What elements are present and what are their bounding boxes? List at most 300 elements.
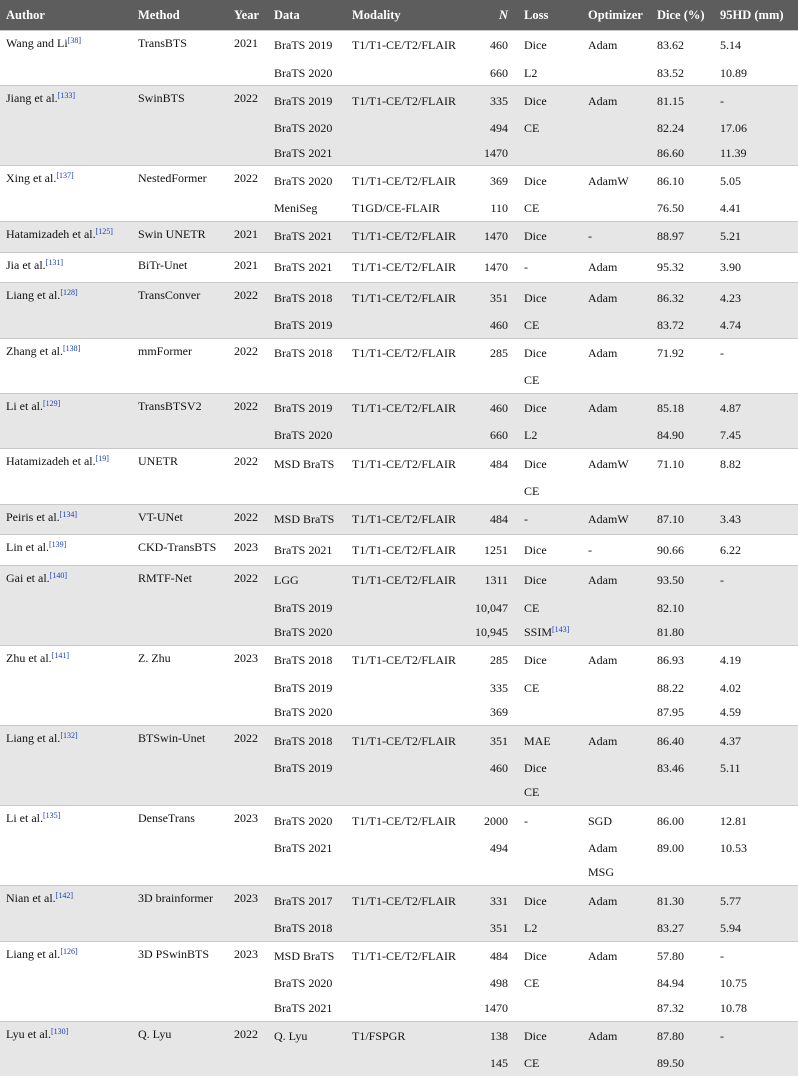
data-cell: BraTS 2017 xyxy=(268,886,346,916)
table-row xyxy=(0,535,798,566)
year-cell: 2022 xyxy=(228,1021,268,1051)
optimizer-cell: Adam xyxy=(582,566,651,596)
loss-cell xyxy=(518,861,582,886)
loss-value: - xyxy=(524,260,528,274)
method-cell: DenseTrans xyxy=(132,806,228,836)
loss-cell xyxy=(518,61,582,86)
loss-value: Dice xyxy=(524,94,547,108)
loss-cell xyxy=(518,504,582,535)
method-cell xyxy=(132,756,228,781)
loss-value: CE xyxy=(524,373,539,387)
author-name: Gai et al. xyxy=(6,571,50,585)
author-cell xyxy=(0,941,132,971)
n-cell: 460 xyxy=(468,313,518,338)
loss-cell xyxy=(518,141,582,166)
hd95-cell: - xyxy=(714,566,798,596)
optimizer-cell: - xyxy=(582,221,651,252)
dice-cell xyxy=(651,781,714,806)
modality-cell: T1/T1-CE/T2/FLAIR xyxy=(346,393,468,423)
loss-value: CE xyxy=(524,121,539,135)
hd95-cell xyxy=(714,1051,798,1076)
table-row xyxy=(0,886,798,916)
data-cell: BraTS 2018 xyxy=(268,338,346,368)
author-cell xyxy=(0,424,132,449)
reference-link[interactable]: [137] xyxy=(56,171,73,180)
hd95-cell: - xyxy=(714,941,798,971)
loss-value: CE xyxy=(524,1056,539,1070)
hd95-cell: 4.19 xyxy=(714,646,798,676)
n-cell: 494 xyxy=(468,116,518,141)
n-cell: 660 xyxy=(468,424,518,449)
reference-link[interactable]: [142] xyxy=(56,891,73,900)
table-row xyxy=(0,781,798,806)
reference-link[interactable]: [133] xyxy=(58,91,75,100)
loss-value: CE xyxy=(524,976,539,990)
table-row xyxy=(0,368,798,393)
optimizer-cell xyxy=(582,479,651,504)
data-cell: BraTS 2021 xyxy=(268,996,346,1021)
method-cell: 3D brainformer xyxy=(132,886,228,916)
optimizer-cell xyxy=(582,620,651,645)
reference-link[interactable]: [38] xyxy=(68,36,81,45)
reference-link[interactable]: [135] xyxy=(43,811,60,820)
author-name: Liang et al. xyxy=(6,288,60,302)
optimizer-cell xyxy=(582,368,651,393)
n-cell xyxy=(468,479,518,504)
author-cell xyxy=(0,313,132,338)
optimizer-cell xyxy=(582,596,651,621)
dice-cell: 86.00 xyxy=(651,806,714,836)
method-cell: Swin UNETR xyxy=(132,221,228,252)
modality-cell xyxy=(346,836,468,861)
table-row xyxy=(0,252,798,283)
author-cell xyxy=(0,449,132,479)
method-cell xyxy=(132,141,228,166)
reference-link[interactable]: [131] xyxy=(46,258,63,267)
n-cell: 10,945 xyxy=(468,620,518,645)
method-cell: TransConver xyxy=(132,283,228,313)
loss-value: L2 xyxy=(524,428,537,442)
dice-cell: 93.50 xyxy=(651,566,714,596)
author-cell xyxy=(0,283,132,313)
loss-value: Dice xyxy=(524,761,547,775)
hd95-cell: 4.87 xyxy=(714,393,798,423)
data-cell: BraTS 2019 xyxy=(268,676,346,701)
modality-cell: T1/T1-CE/T2/FLAIR xyxy=(346,31,468,61)
dice-cell: 89.50 xyxy=(651,1051,714,1076)
data-cell: BraTS 2021 xyxy=(268,836,346,861)
data-cell: MeniSeg xyxy=(268,196,346,221)
reference-link[interactable]: [19] xyxy=(96,454,109,463)
n-cell: 1470 xyxy=(468,996,518,1021)
n-cell xyxy=(468,861,518,886)
data-cell: Q. Lyu xyxy=(268,1021,346,1051)
optimizer-cell: Adam xyxy=(582,338,651,368)
modality-cell: T1/T1-CE/T2/FLAIR xyxy=(346,338,468,368)
col-header-modality: Modality xyxy=(346,0,468,31)
loss-cell xyxy=(518,620,582,645)
table-row xyxy=(0,836,798,861)
year-cell: 2023 xyxy=(228,646,268,676)
loss-value: CE xyxy=(524,484,539,498)
n-cell: 1470 xyxy=(468,141,518,166)
n-cell: 460 xyxy=(468,393,518,423)
n-cell: 10,047 xyxy=(468,596,518,621)
dice-cell: 87.32 xyxy=(651,996,714,1021)
loss-cell xyxy=(518,941,582,971)
modality-cell xyxy=(346,971,468,996)
data-cell: BraTS 2019 xyxy=(268,596,346,621)
n-cell: 145 xyxy=(468,1051,518,1076)
loss-cell xyxy=(518,116,582,141)
method-cell: 3D PSwinBTS xyxy=(132,941,228,971)
method-cell: TransBTS xyxy=(132,31,228,61)
author-cell xyxy=(0,886,132,916)
hd95-cell: 4.37 xyxy=(714,726,798,756)
n-cell: 335 xyxy=(468,86,518,116)
modality-cell xyxy=(346,116,468,141)
author-cell xyxy=(0,676,132,701)
author-cell xyxy=(0,806,132,836)
dice-cell: 85.18 xyxy=(651,393,714,423)
modality-cell: T1/T1-CE/T2/FLAIR xyxy=(346,726,468,756)
table-body xyxy=(0,31,798,1076)
table-row xyxy=(0,141,798,166)
loss-cell xyxy=(518,368,582,393)
hd95-cell: 5.21 xyxy=(714,221,798,252)
reference-link[interactable]: [139] xyxy=(49,540,66,549)
dice-cell: 83.27 xyxy=(651,916,714,941)
data-cell: BraTS 2021 xyxy=(268,252,346,283)
optimizer-cell xyxy=(582,116,651,141)
loss-cell xyxy=(518,313,582,338)
optimizer-cell: Adam xyxy=(582,836,651,861)
loss-cell xyxy=(518,196,582,221)
reference-link[interactable]: [128] xyxy=(60,288,77,297)
modality-cell: T1/T1-CE/T2/FLAIR xyxy=(346,86,468,116)
optimizer-cell xyxy=(582,196,651,221)
data-cell xyxy=(268,479,346,504)
loss-cell xyxy=(518,996,582,1021)
loss-value: CE xyxy=(524,785,539,799)
table-row xyxy=(0,313,798,338)
author-cell xyxy=(0,61,132,86)
n-cell: 331 xyxy=(468,886,518,916)
author-cell xyxy=(0,535,132,566)
year-cell xyxy=(228,676,268,701)
author-name: Li et al. xyxy=(6,811,43,825)
loss-cell xyxy=(518,424,582,449)
loss-value: Dice xyxy=(524,573,547,587)
hd95-cell: 10.89 xyxy=(714,61,798,86)
n-cell: 484 xyxy=(468,941,518,971)
year-cell xyxy=(228,781,268,806)
data-cell: BraTS 2019 xyxy=(268,393,346,423)
author-name: Jiang et al. xyxy=(6,91,58,105)
data-cell: BraTS 2020 xyxy=(268,620,346,645)
modality-cell xyxy=(346,368,468,393)
reference-link[interactable]: [126] xyxy=(60,947,77,956)
n-cell: 1251 xyxy=(468,535,518,566)
data-cell: BraTS 2019 xyxy=(268,31,346,61)
method-cell xyxy=(132,596,228,621)
n-cell: 369 xyxy=(468,701,518,726)
data-cell: BraTS 2019 xyxy=(268,313,346,338)
author-cell xyxy=(0,756,132,781)
author-cell xyxy=(0,596,132,621)
n-cell: 2000 xyxy=(468,806,518,836)
n-cell: 138 xyxy=(468,1021,518,1051)
modality-cell xyxy=(346,781,468,806)
author-cell xyxy=(0,996,132,1021)
loss-cell xyxy=(518,449,582,479)
col-header-optimizer: Optimizer xyxy=(582,0,651,31)
table-row xyxy=(0,566,798,596)
hd95-cell: 5.77 xyxy=(714,886,798,916)
loss-value: Dice xyxy=(524,457,547,471)
reference-link[interactable]: [132] xyxy=(60,731,77,740)
dice-cell: 86.32 xyxy=(651,283,714,313)
hd95-cell: 5.11 xyxy=(714,756,798,781)
optimizer-cell: AdamW xyxy=(582,449,651,479)
modality-cell xyxy=(346,61,468,86)
table-row xyxy=(0,676,798,701)
method-cell: VT-UNet xyxy=(132,504,228,535)
dice-cell: 83.72 xyxy=(651,313,714,338)
table-row xyxy=(0,646,798,676)
modality-cell xyxy=(346,620,468,645)
hd95-cell: 11.39 xyxy=(714,141,798,166)
method-cell xyxy=(132,313,228,338)
reference-link[interactable]: [129] xyxy=(43,399,60,408)
optimizer-cell xyxy=(582,756,651,781)
n-cell: 1470 xyxy=(468,221,518,252)
method-cell xyxy=(132,61,228,86)
dice-cell: 83.62 xyxy=(651,31,714,61)
author-name: Xing et al. xyxy=(6,171,56,185)
year-cell xyxy=(228,1051,268,1076)
dice-cell: 87.10 xyxy=(651,504,714,535)
author-cell xyxy=(0,393,132,423)
table-row xyxy=(0,756,798,781)
author-cell xyxy=(0,861,132,886)
col-header-year: Year xyxy=(228,0,268,31)
year-cell: 2022 xyxy=(228,726,268,756)
dice-cell: 82.10 xyxy=(651,596,714,621)
author-cell xyxy=(0,781,132,806)
data-cell: BraTS 2020 xyxy=(268,166,346,196)
author-name: Lyu et al. xyxy=(6,1027,51,1041)
year-cell: 2022 xyxy=(228,566,268,596)
data-cell: BraTS 2021 xyxy=(268,141,346,166)
optimizer-cell xyxy=(582,61,651,86)
loss-cell xyxy=(518,886,582,916)
optimizer-cell: - xyxy=(582,535,651,566)
year-cell: 2022 xyxy=(228,504,268,535)
table-row xyxy=(0,116,798,141)
optimizer-cell: AdamW xyxy=(582,504,651,535)
optimizer-cell xyxy=(582,1051,651,1076)
table-row xyxy=(0,31,798,61)
method-cell xyxy=(132,836,228,861)
data-cell: BraTS 2020 xyxy=(268,971,346,996)
year-cell xyxy=(228,61,268,86)
n-cell: 494 xyxy=(468,836,518,861)
dice-cell: 86.40 xyxy=(651,726,714,756)
author-cell xyxy=(0,166,132,196)
table-row xyxy=(0,166,798,196)
author-cell xyxy=(0,196,132,221)
year-cell xyxy=(228,971,268,996)
loss-cell xyxy=(518,221,582,252)
n-cell xyxy=(468,368,518,393)
modality-cell xyxy=(346,479,468,504)
year-cell xyxy=(228,996,268,1021)
table-row xyxy=(0,449,798,479)
dice-cell: 76.50 xyxy=(651,196,714,221)
n-cell: 460 xyxy=(468,756,518,781)
reference-link[interactable]: [141] xyxy=(52,651,69,660)
n-cell: 285 xyxy=(468,338,518,368)
modality-cell: T1/T1-CE/T2/FLAIR xyxy=(346,252,468,283)
modality-cell xyxy=(346,996,468,1021)
method-cell: RMTF-Net xyxy=(132,566,228,596)
optimizer-cell xyxy=(582,676,651,701)
reference-link[interactable]: [125] xyxy=(96,227,113,236)
modality-cell: T1/T1-CE/T2/FLAIR xyxy=(346,886,468,916)
author-name: Zhu et al. xyxy=(6,651,52,665)
author-cell xyxy=(0,836,132,861)
loss-value: Dice xyxy=(524,653,547,667)
table-row xyxy=(0,726,798,756)
modality-cell: T1/T1-CE/T2/FLAIR xyxy=(346,221,468,252)
optimizer-cell: SGD xyxy=(582,806,651,836)
loss-cell xyxy=(518,971,582,996)
dice-cell: 83.52 xyxy=(651,61,714,86)
year-cell: 2023 xyxy=(228,806,268,836)
table-row xyxy=(0,424,798,449)
year-cell xyxy=(228,141,268,166)
hd95-cell: 10.78 xyxy=(714,996,798,1021)
author-cell xyxy=(0,479,132,504)
author-name: Liang et al. xyxy=(6,731,60,745)
dice-cell: 84.90 xyxy=(651,424,714,449)
hd95-cell: 5.94 xyxy=(714,916,798,941)
author-name: Lin et al. xyxy=(6,540,49,554)
dice-cell: 81.30 xyxy=(651,886,714,916)
table-row xyxy=(0,504,798,535)
optimizer-cell: MSG xyxy=(582,861,651,886)
loss-value: Dice xyxy=(524,291,547,305)
optimizer-cell xyxy=(582,781,651,806)
hd95-cell: 10.75 xyxy=(714,971,798,996)
loss-cell xyxy=(518,86,582,116)
method-cell xyxy=(132,116,228,141)
data-cell: BraTS 2018 xyxy=(268,916,346,941)
method-cell xyxy=(132,996,228,1021)
author-cell xyxy=(0,116,132,141)
loss-cell xyxy=(518,31,582,61)
loss-cell xyxy=(518,596,582,621)
table-row xyxy=(0,806,798,836)
data-cell: BraTS 2020 xyxy=(268,424,346,449)
method-cell xyxy=(132,479,228,504)
table-row xyxy=(0,1051,798,1076)
data-cell: BraTS 2020 xyxy=(268,116,346,141)
hd95-cell: - xyxy=(714,1021,798,1051)
author-cell xyxy=(0,566,132,596)
n-cell: 351 xyxy=(468,726,518,756)
loss-cell xyxy=(518,701,582,726)
data-cell: BraTS 2018 xyxy=(268,646,346,676)
loss-cell xyxy=(518,781,582,806)
method-cell xyxy=(132,424,228,449)
loss-value: CE xyxy=(524,201,539,215)
hd95-cell: 7.45 xyxy=(714,424,798,449)
data-cell: BraTS 2021 xyxy=(268,221,346,252)
year-cell: 2022 xyxy=(228,86,268,116)
n-cell: 660 xyxy=(468,61,518,86)
hd95-cell: 4.59 xyxy=(714,701,798,726)
author-cell xyxy=(0,368,132,393)
dice-cell: 84.94 xyxy=(651,971,714,996)
year-cell: 2023 xyxy=(228,886,268,916)
loss-value: Dice xyxy=(524,229,547,243)
n-cell: 369 xyxy=(468,166,518,196)
loss-cell xyxy=(518,916,582,941)
loss-cell xyxy=(518,566,582,596)
dice-cell: 86.10 xyxy=(651,166,714,196)
optimizer-cell: Adam xyxy=(582,726,651,756)
loss-value: L2 xyxy=(524,921,537,935)
reference-link[interactable]: [138] xyxy=(63,344,80,353)
reference-link[interactable]: [130] xyxy=(51,1027,68,1036)
reference-link[interactable]: [134] xyxy=(60,510,77,519)
modality-cell xyxy=(346,676,468,701)
year-cell xyxy=(228,479,268,504)
method-cell xyxy=(132,916,228,941)
author-cell xyxy=(0,620,132,645)
method-cell xyxy=(132,971,228,996)
reference-link[interactable]: [140] xyxy=(50,571,67,580)
reference-link[interactable]: [143] xyxy=(552,625,569,634)
loss-value: Dice xyxy=(524,401,547,415)
author-name: Zhang et al. xyxy=(6,344,63,358)
year-cell xyxy=(228,596,268,621)
method-cell xyxy=(132,196,228,221)
data-cell: BraTS 2019 xyxy=(268,86,346,116)
year-cell: 2021 xyxy=(228,252,268,283)
table-row xyxy=(0,221,798,252)
author-cell xyxy=(0,646,132,676)
loss-cell xyxy=(518,756,582,781)
year-cell xyxy=(228,368,268,393)
table-row xyxy=(0,701,798,726)
dice-cell: 87.80 xyxy=(651,1021,714,1051)
year-cell: 2021 xyxy=(228,31,268,61)
loss-cell xyxy=(518,726,582,756)
data-cell xyxy=(268,781,346,806)
loss-cell xyxy=(518,1051,582,1076)
method-cell xyxy=(132,781,228,806)
year-cell xyxy=(228,620,268,645)
optimizer-cell xyxy=(582,424,651,449)
method-cell xyxy=(132,1051,228,1076)
year-cell xyxy=(228,916,268,941)
optimizer-cell: Adam xyxy=(582,646,651,676)
n-cell: 1470 xyxy=(468,252,518,283)
table-row xyxy=(0,971,798,996)
